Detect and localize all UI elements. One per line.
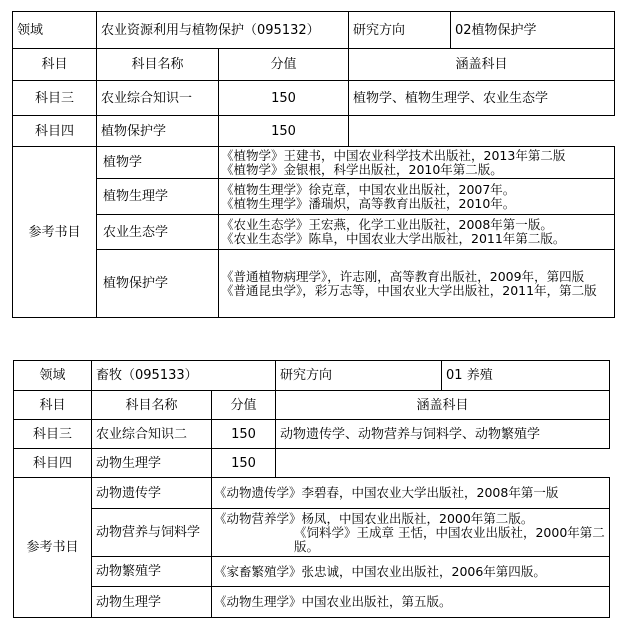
- refs-label: 参考书目: [13, 147, 97, 318]
- subject4-score: 150: [219, 116, 349, 147]
- subject4-name: 植物保护学: [97, 116, 219, 147]
- ref-line: 《饲料学》王成章 王恬，中国农业出版社，2000年第二版。: [294, 524, 605, 554]
- ref-row: [14, 509, 610, 557]
- ref-line: 《普通昆虫学》，彩万志等，中国农业大学出版社，2011年，第二版: [221, 282, 597, 298]
- subject3-name: 农业综合知识二: [92, 420, 212, 449]
- direction-value: 02植物保护学: [451, 12, 615, 49]
- subject4-row: [13, 116, 615, 147]
- ref-course: 农业生态学: [97, 215, 219, 250]
- ref-course: 动物生理学: [92, 587, 212, 618]
- domain-row: [13, 12, 615, 49]
- domain-row: [14, 361, 610, 391]
- subject4-label: 科目四: [13, 116, 97, 147]
- direction-value: 01 养殖: [442, 361, 610, 391]
- table-animal-husbandry: [13, 360, 610, 618]
- ref-line: 《动物营养学》杨凤，中国农业出版社，2000年第二版。: [214, 510, 534, 526]
- header-score: 分值: [212, 391, 276, 420]
- ref-books: [212, 478, 610, 509]
- direction-label: 研究方向: [276, 361, 442, 391]
- subject3-name: 农业综合知识一: [97, 81, 219, 116]
- ref-books: [212, 557, 610, 587]
- ref-row: [13, 179, 615, 215]
- subject3-score: 150: [212, 420, 276, 449]
- subject3-coverage: 动物遗传学、动物营养与饲料学、动物繁殖学: [276, 420, 610, 449]
- subject4-empty: [276, 449, 610, 478]
- subject3-label: 科目三: [13, 81, 97, 116]
- ref-line: 《动物生理学》中国农业出版社，第五版。: [214, 594, 452, 609]
- ref-row: [13, 250, 615, 318]
- header-row: [14, 391, 610, 420]
- ref-course: 植物学: [97, 147, 219, 179]
- ref-row: [14, 557, 610, 587]
- ref-row: [13, 215, 615, 250]
- ref-line: 《植物学》王建书，中国农业科学技术出版社，2013年第二版: [221, 147, 566, 163]
- ref-line: 《植物学》金银根，科学出版社，2010年第二版。: [221, 161, 503, 177]
- header-score: 分值: [219, 49, 349, 81]
- subject3-row: [13, 81, 615, 116]
- header-subject: 科目: [14, 391, 92, 420]
- ref-books: [219, 147, 615, 179]
- ref-books: [219, 215, 615, 250]
- subject3-row: [14, 420, 610, 449]
- header-coverage: 涵盖科目: [349, 49, 615, 81]
- ref-course: 植物生理学: [97, 179, 219, 215]
- subject3-label: 科目三: [14, 420, 92, 449]
- subject3-coverage: 植物学、植物生理学、农业生态学: [349, 81, 615, 116]
- ref-course: 动物遗传学: [92, 478, 212, 509]
- ref-books: [219, 179, 615, 215]
- subject3-score: 150: [219, 81, 349, 116]
- ref-line: 《家畜繁殖学》张忠诚，中国农业出版社，2006年第四版。: [214, 563, 546, 579]
- ref-line: 《植物生理学》潘瑞炽，高等教育出版社，2010年。: [221, 195, 516, 211]
- ref-line: 《动物遗传学》李碧春，中国农业大学出版社，2008年第一版: [214, 485, 559, 500]
- header-row: [13, 49, 615, 81]
- header-coverage: 涵盖科目: [276, 391, 610, 420]
- header-subject-name: 科目名称: [97, 49, 219, 81]
- ref-row: [14, 478, 610, 509]
- domain-label: 领域: [13, 12, 97, 49]
- subject4-label: 科目四: [14, 449, 92, 478]
- ref-line: 《农业生态学》陈阜，中国农业大学出版社，2011年第二版。: [221, 231, 566, 246]
- subject4-score: 150: [212, 449, 276, 478]
- subject4-row: [14, 449, 610, 478]
- ref-line: 《普通植物病理学》，许志刚，高等教育出版社，2009年，第四版: [221, 268, 585, 284]
- ref-row: [14, 587, 610, 618]
- ref-books: [212, 509, 610, 557]
- direction-label: 研究方向: [349, 12, 451, 49]
- ref-course: 动物繁殖学: [92, 557, 212, 587]
- table-plant-protection: [12, 11, 615, 318]
- subject4-empty: [349, 116, 615, 147]
- domain-value: 农业资源利用与植物保护（095132）: [97, 12, 349, 49]
- ref-course: 植物保护学: [97, 250, 219, 318]
- ref-line: 《植物生理学》徐克章，中国农业出版社，2007年。: [221, 181, 516, 197]
- ref-books: [212, 587, 610, 618]
- ref-row: [13, 147, 615, 179]
- header-subject: 科目: [13, 49, 97, 81]
- subject4-name: 动物生理学: [92, 449, 212, 478]
- domain-value: 畜牧（095133）: [92, 361, 276, 391]
- header-subject-name: 科目名称: [92, 391, 212, 420]
- refs-label: 参考书目: [14, 478, 92, 618]
- domain-label: 领域: [14, 361, 92, 391]
- ref-line: 《农业生态学》王宏燕，化学工业出版社，2008年第一版。: [221, 217, 553, 232]
- ref-books: [219, 250, 615, 318]
- ref-course: 动物营养与饲料学: [92, 509, 212, 557]
